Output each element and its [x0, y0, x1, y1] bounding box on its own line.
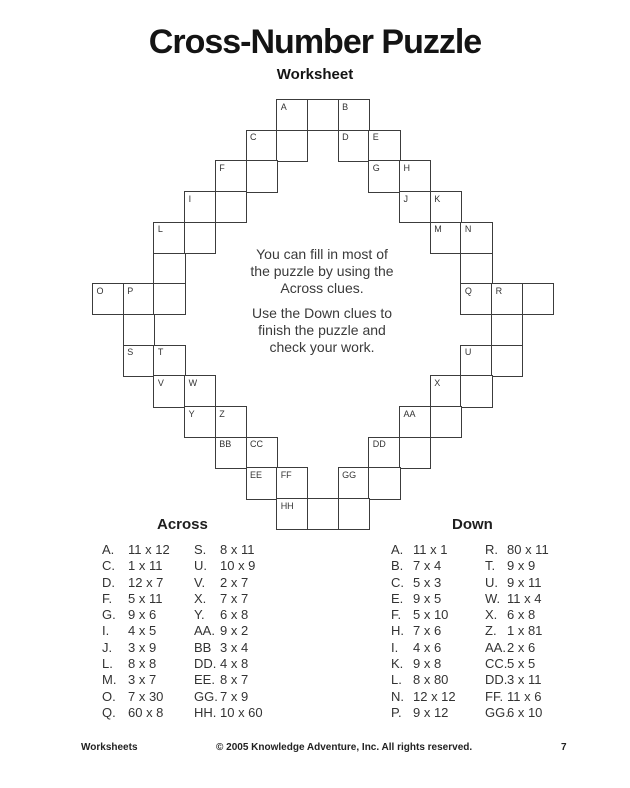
clue-expression: 9 x 6: [128, 607, 157, 623]
clue-letter: EE.: [194, 672, 215, 688]
cell-letter: AA: [403, 408, 416, 419]
grid-cell[interactable]: [368, 467, 400, 499]
grid-cell-U[interactable]: [460, 345, 492, 377]
grid-cell-L[interactable]: [153, 222, 185, 254]
clue-expression: 7 x 30: [128, 688, 164, 704]
clue-letter: DD.: [485, 672, 508, 688]
clue-across-f: [102, 592, 170, 608]
clue-expression: 8 x 8: [128, 656, 157, 672]
clue-expression: 5 x 5: [507, 656, 536, 672]
cell-letter: W: [188, 377, 198, 388]
clue-letter: E.: [391, 590, 404, 606]
cell-letter: GG: [342, 469, 357, 480]
cell-letter: T: [157, 347, 164, 358]
across-clue-column-2: [194, 543, 263, 722]
across-clue-column-1: [102, 543, 170, 722]
cell-letter: HH: [280, 500, 294, 511]
grid-cell-T[interactable]: [153, 345, 185, 377]
cell-letter: L: [157, 224, 163, 235]
clue-letter: O.: [102, 688, 116, 704]
grid-cell-C[interactable]: [246, 130, 278, 162]
clue-letter: U.: [485, 574, 498, 590]
clue-expression: 3 x 9: [128, 639, 157, 655]
grid-cell-E[interactable]: [368, 130, 400, 162]
grid-cell-A[interactable]: [276, 99, 308, 131]
clue-down-f: [391, 608, 456, 624]
clue-expression: 10 x 60: [220, 704, 263, 720]
grid-cell[interactable]: [338, 498, 370, 530]
clue-letter: H.: [391, 623, 404, 639]
clue-expression: 11 x 6: [507, 688, 542, 704]
clue-down-b: [391, 559, 456, 575]
clue-down-h: [391, 624, 456, 640]
clue-letter: T.: [485, 558, 496, 574]
clue-letter: Q.: [102, 704, 116, 720]
clue-expression: 2 x 6: [507, 639, 536, 655]
clue-expression: 8 x 11: [220, 542, 255, 557]
clue-down-u: [485, 576, 549, 592]
clue-down-p: [391, 706, 456, 722]
clue-letter: CC.: [485, 656, 508, 672]
clue-expression: 5 x 3: [413, 574, 442, 590]
grid-cell-R[interactable]: [491, 283, 523, 315]
grid-cell-M[interactable]: [430, 222, 462, 254]
instructions-line: finish the puzzle and: [258, 322, 386, 339]
cell-letter: U: [464, 347, 472, 358]
instructions-line: Use the Down clues to: [251, 305, 393, 322]
grid-cell-N[interactable]: [460, 222, 492, 254]
cell-letter: D: [342, 132, 349, 143]
grid-cell[interactable]: [153, 283, 185, 315]
clue-across-j: [102, 641, 170, 657]
grid-cell-EE[interactable]: [246, 467, 278, 499]
cell-letter: P: [127, 285, 134, 296]
grid-cell-BB[interactable]: [215, 437, 247, 469]
clue-letter: W.: [485, 590, 501, 606]
clue-across-g: [102, 608, 170, 624]
clue-down-ff: [485, 690, 549, 706]
clue-letter: X.: [194, 590, 207, 606]
instructions-paragraph-2: [212, 305, 432, 355]
grid-cell-X[interactable]: [430, 375, 462, 407]
clue-letter: A.: [102, 542, 115, 557]
clue-expression: 9 x 2: [220, 623, 249, 639]
grid-cell-G[interactable]: [368, 160, 400, 192]
cell-letter: EE: [250, 469, 263, 480]
clue-down-l: [391, 673, 456, 689]
clue-across-c: [102, 559, 170, 575]
clue-expression: 12 x 12: [413, 688, 456, 704]
grid-cell-AA[interactable]: [399, 406, 431, 438]
clue-letter: C.: [391, 574, 404, 590]
clue-across-y: [194, 608, 263, 624]
footer-section-label: Worksheets: [81, 742, 138, 753]
cell-letter: V: [157, 377, 164, 388]
grid-cell-Y[interactable]: [184, 406, 216, 438]
grid-cell-O[interactable]: [92, 283, 124, 315]
clue-letter: F.: [102, 590, 113, 606]
clue-across-hh: [194, 706, 263, 722]
clue-down-n: [391, 690, 456, 706]
clue-expression: 7 x 7: [220, 590, 249, 606]
clue-letter: GG.: [485, 704, 509, 720]
grid-cell-K[interactable]: [430, 191, 462, 223]
clue-expression: 7 x 9: [220, 688, 249, 704]
clue-letter: Y.: [194, 607, 205, 623]
footer-copyright: © 2005 Knowledge Adventure, Inc. All rights reserved.: [216, 742, 473, 753]
clue-letter: M.: [102, 672, 117, 688]
cell-letter: DD: [372, 439, 386, 450]
grid-cell[interactable]: [153, 253, 185, 285]
grid-cell-GG[interactable]: [338, 467, 370, 499]
grid-cell[interactable]: [491, 314, 523, 346]
grid-cell-V[interactable]: [153, 375, 185, 407]
clue-down-r: [485, 543, 549, 559]
cell-letter: Y: [188, 408, 195, 419]
grid-cell-CC[interactable]: [246, 437, 278, 469]
cell-letter: A: [280, 101, 287, 112]
clue-letter: L.: [102, 656, 113, 672]
clue-down-gg: [485, 706, 549, 722]
clue-expression: 10 x 9: [220, 558, 256, 574]
clue-down-w: [485, 592, 549, 608]
clue-across-x: [194, 592, 263, 608]
cell-letter: I: [188, 193, 192, 204]
down-heading: Down: [452, 516, 493, 533]
clue-expression: 11 x 4: [507, 590, 542, 606]
clue-expression: 6 x 8: [220, 607, 249, 623]
clue-letter: R.: [485, 542, 498, 557]
grid-cell-Z[interactable]: [215, 406, 247, 438]
grid-cell-FF[interactable]: [276, 467, 308, 499]
clue-letter: U.: [194, 558, 207, 574]
across-heading: Across: [157, 516, 208, 533]
clue-letter: BB: [194, 639, 212, 655]
clue-letter: FF.: [485, 688, 504, 704]
grid-cell-DD[interactable]: [368, 437, 400, 469]
clue-expression: 7 x 4: [413, 558, 442, 574]
instructions-text: [212, 246, 432, 356]
cell-letter: K: [434, 193, 441, 204]
clue-across-aa: [194, 624, 263, 640]
clue-expression: 6 x 10: [507, 704, 543, 720]
grid-cell[interactable]: [399, 437, 431, 469]
cell-letter: BB: [219, 439, 232, 450]
grid-cell[interactable]: [246, 160, 278, 192]
clue-expression: 5 x 11: [128, 590, 163, 606]
clue-letter: J.: [102, 639, 113, 655]
clue-letter: X.: [485, 607, 498, 623]
cell-letter: F: [219, 162, 225, 173]
grid-cell-Q[interactable]: [460, 283, 492, 315]
instructions-line: check your work.: [269, 338, 375, 355]
clue-expression: 9 x 12: [413, 704, 449, 720]
clue-expression: 1 x 81: [507, 623, 543, 639]
clue-letter: F.: [391, 607, 402, 623]
instructions-line: Across clues.: [280, 279, 364, 296]
clue-expression: 9 x 8: [413, 656, 442, 672]
clue-letter: G.: [102, 607, 116, 623]
clue-expression: 7 x 6: [413, 623, 442, 639]
clue-letter: V.: [194, 574, 206, 590]
cell-letter: FF: [280, 469, 292, 480]
clue-letter: I.: [102, 623, 110, 639]
page-title: Cross-Number Puzzle: [148, 23, 482, 61]
grid-cell[interactable]: [460, 375, 492, 407]
instructions-line: You can fill in most of: [256, 246, 388, 262]
cell-letter: G: [372, 162, 380, 173]
page-subtitle: Worksheet: [276, 66, 354, 83]
clue-letter: AA.: [194, 623, 215, 639]
clue-across-o: [102, 690, 170, 706]
cell-letter: B: [342, 101, 349, 112]
clue-expression: 60 x 8: [128, 704, 164, 720]
clue-down-k: [391, 657, 456, 673]
clue-expression: 3 x 11: [507, 672, 542, 688]
clue-across-s: [194, 543, 263, 559]
clue-expression: 6 x 8: [507, 607, 536, 623]
grid-cell-F[interactable]: [215, 160, 247, 192]
clue-down-e: [391, 592, 456, 608]
grid-cell-H[interactable]: [399, 160, 431, 192]
clue-letter: I.: [391, 639, 399, 655]
clue-expression: 80 x 11: [507, 542, 549, 557]
cell-letter: S: [127, 347, 134, 358]
clue-letter: Z.: [485, 623, 497, 639]
grid-cell[interactable]: [215, 191, 247, 223]
clue-down-z: [485, 624, 549, 640]
clue-letter: S.: [194, 542, 207, 557]
clue-expression: 9 x 5: [413, 590, 442, 606]
clue-expression: 8 x 80: [413, 672, 449, 688]
clue-expression: 1 x 11: [128, 558, 163, 574]
clue-expression: 11 x 12: [128, 542, 170, 557]
clue-letter: AA.: [485, 639, 506, 655]
clue-down-dd: [485, 673, 549, 689]
clue-letter: N.: [391, 688, 404, 704]
cell-letter: CC: [250, 439, 263, 450]
clue-across-l: [102, 657, 170, 673]
grid-cell-HH[interactable]: [276, 498, 308, 530]
clue-across-v: [194, 576, 263, 592]
clue-across-gg: [194, 690, 263, 706]
instructions-paragraph-1: [212, 246, 432, 296]
clue-letter: L.: [391, 672, 402, 688]
grid-cell[interactable]: [430, 406, 462, 438]
clue-down-t: [485, 559, 549, 575]
grid-cell[interactable]: [307, 498, 339, 530]
grid-cell-B[interactable]: [338, 99, 370, 131]
clue-across-q: [102, 706, 170, 722]
cell-letter: N: [464, 224, 472, 235]
clue-letter: HH.: [194, 704, 217, 720]
grid-cell[interactable]: [123, 314, 155, 346]
down-clue-column-2: [485, 543, 549, 722]
instructions-line: the puzzle by using the: [250, 262, 394, 279]
cell-letter: X: [434, 377, 441, 388]
clue-down-cc: [485, 657, 549, 673]
clue-expression: 11 x 1: [413, 542, 448, 557]
down-clue-column-1: [391, 543, 456, 722]
clue-expression: 5 x 10: [413, 607, 449, 623]
clue-expression: 8 x 7: [220, 672, 249, 688]
cell-letter: M: [434, 224, 442, 235]
clue-across-i: [102, 624, 170, 640]
clue-letter: B.: [391, 558, 404, 574]
clue-down-x: [485, 608, 549, 624]
cell-letter: H: [403, 162, 410, 173]
clue-across-m: [102, 673, 170, 689]
clue-letter: C.: [102, 558, 115, 574]
grid-cell[interactable]: [522, 283, 554, 315]
clue-expression: 3 x 7: [128, 672, 157, 688]
clue-across-u: [194, 559, 263, 575]
cell-letter: E: [372, 132, 379, 143]
cell-letter: Q: [464, 285, 472, 296]
clue-expression: 4 x 6: [413, 639, 442, 655]
grid-cell-P[interactable]: [123, 283, 155, 315]
clue-across-ee: [194, 673, 263, 689]
clue-expression: 4 x 5: [128, 623, 157, 639]
clue-letter: A.: [391, 542, 404, 557]
clue-across-a: [102, 543, 170, 559]
clue-expression: 3 x 4: [220, 639, 249, 655]
grid-cell[interactable]: [307, 99, 339, 131]
grid-cell-J[interactable]: [399, 191, 431, 223]
clue-letter: K.: [391, 656, 404, 672]
cell-letter: O: [96, 285, 104, 296]
clue-expression: 9 x 9: [507, 558, 536, 574]
cell-letter: Z: [219, 408, 225, 419]
footer-page-number: 7: [561, 742, 567, 753]
clue-expression: 2 x 7: [220, 574, 249, 590]
clue-down-aa: [485, 641, 549, 657]
grid-cell-I[interactable]: [184, 191, 216, 223]
clue-letter: D.: [102, 574, 115, 590]
grid-cell-W[interactable]: [184, 375, 216, 407]
clue-down-c: [391, 576, 456, 592]
grid-cell[interactable]: [491, 345, 523, 377]
grid-cell-S[interactable]: [123, 345, 155, 377]
cell-letter: C: [250, 132, 257, 143]
clue-down-a: [391, 543, 456, 559]
grid-cell[interactable]: [460, 253, 492, 285]
grid-cell-D[interactable]: [338, 130, 370, 162]
cell-letter: J: [403, 193, 408, 204]
clue-expression: 9 x 11: [507, 574, 542, 590]
clue-letter: P.: [391, 704, 402, 720]
clue-across-dd: [194, 657, 263, 673]
clue-letter: GG.: [194, 688, 218, 704]
clue-expression: 4 x 8: [220, 656, 249, 672]
clue-expression: 12 x 7: [128, 574, 164, 590]
cell-letter: R: [495, 285, 503, 296]
grid-cell[interactable]: [276, 130, 308, 162]
clue-across-d: [102, 576, 170, 592]
clue-across-bb: [194, 641, 263, 657]
clue-letter: DD.: [194, 656, 217, 672]
clue-down-i: [391, 641, 456, 657]
